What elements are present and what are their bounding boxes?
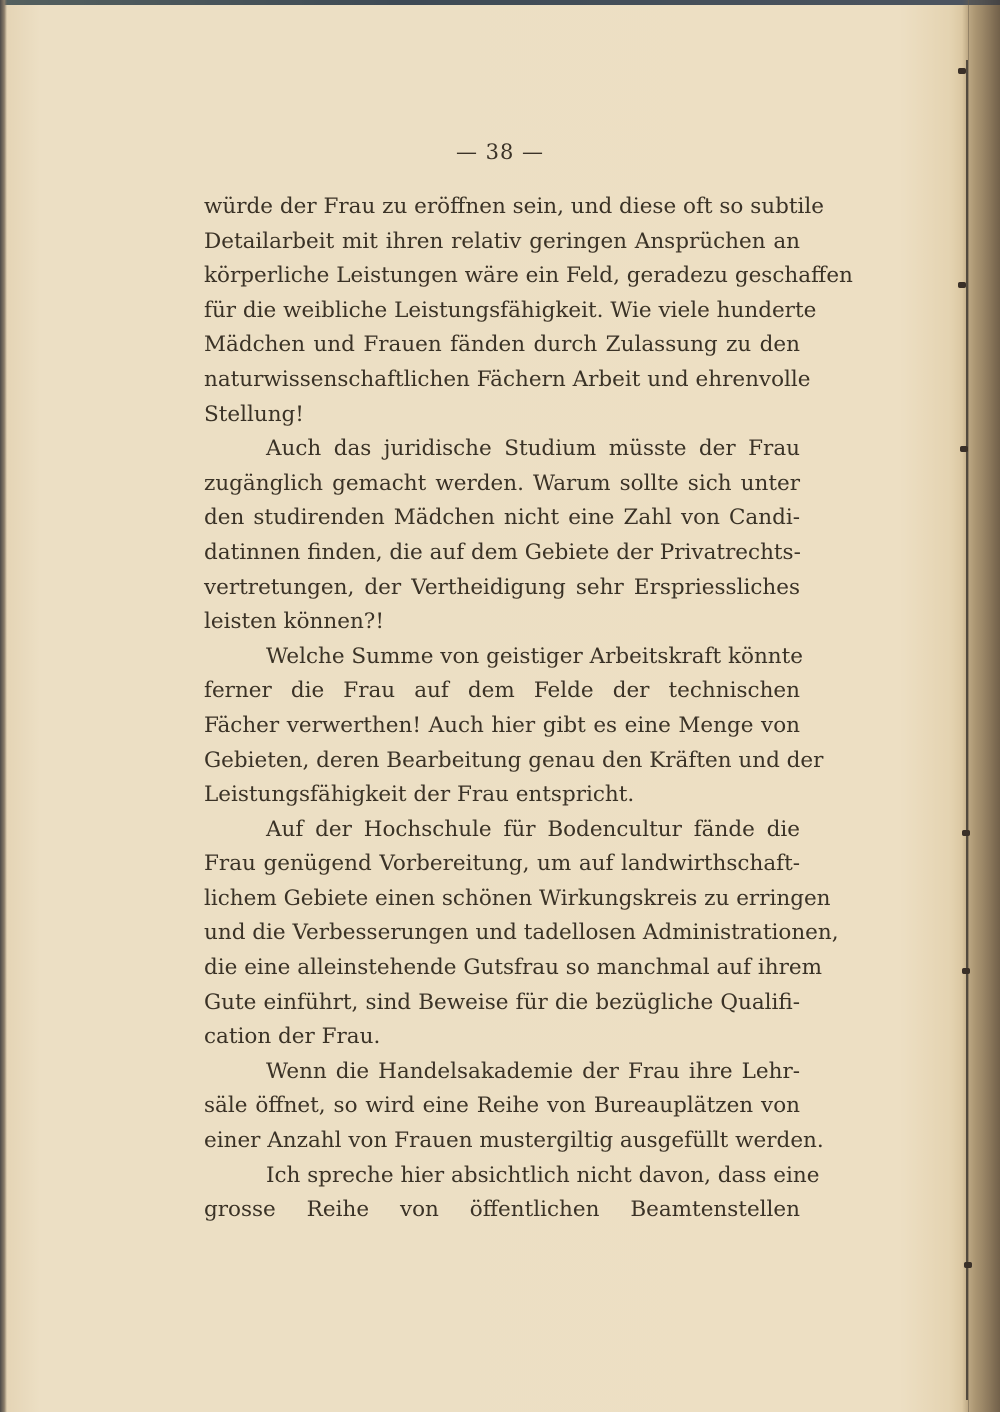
page-top-edge: [0, 0, 1000, 5]
binding-thread-line: [966, 60, 968, 1400]
text-line: Auch das juridische Studium müsste der Frau: [266, 436, 800, 462]
text-line: lichem Gebiete einen schönen Wirkungskreis zu erringen: [204, 885, 831, 911]
binding-stitch-mark: [958, 282, 966, 288]
text-line: leisten können?!: [204, 609, 384, 635]
binding-stitch-mark: [960, 446, 968, 452]
text-line: Gebieten, deren Bearbeitung genau den Kräften und der: [204, 747, 824, 773]
text-line: säle öffnet, so wird eine Reihe von Bureauplätzen von: [204, 1093, 800, 1119]
text-line: Mädchen und Frauen fänden durch Zulassung zu den: [204, 332, 800, 358]
text-line: Stellung!: [204, 401, 304, 427]
page-number: — 38 —: [455, 140, 545, 164]
text-line: vertretungen, der Vertheidigung sehr Erspriessliches: [204, 574, 800, 600]
binding-edge-line: [968, 0, 969, 1412]
text-line: zugänglich gemacht werden. Warum sollte sich unter: [204, 470, 800, 496]
text-line: einer Anzahl von Frauen mustergiltig ausgefüllt werden.: [204, 1128, 824, 1154]
binding-stitch-mark: [962, 830, 970, 836]
text-line: Welche Summe von geistiger Arbeitskraft könnte: [266, 643, 804, 669]
text-line: Detailarbeit mit ihren relativ geringen Ansprüchen an: [204, 228, 800, 254]
text-line: würde der Frau zu eröffnen sein, und diese oft so subtile: [204, 194, 824, 219]
page-left-edge: [0, 0, 7, 1412]
text-line: datinnen finden, die auf dem Gebiete der Privatrechts-: [204, 539, 801, 565]
text-line: naturwissenschaftlichen Fächern Arbeit und ehrenvolle: [204, 366, 811, 392]
text-line: Ich spreche hier absichtlich nicht davon, dass eine: [266, 1162, 820, 1188]
text-line: ferner die Frau auf dem Felde der technischen: [204, 678, 800, 704]
text-line: cation der Frau.: [204, 1024, 381, 1050]
text-line: für die weibliche Leistungsfähigkeit. Wie viele hunderte: [204, 297, 817, 323]
text-line: Frau genügend Vorbereitung, um auf landwirthschaft-: [204, 851, 800, 877]
text-line: grosse Reihe von öffentlichen Beamtenstellen: [204, 1197, 800, 1223]
binding-stitch-mark: [958, 68, 966, 74]
text-line: und die Verbesserungen und tadellosen Administrationen,: [204, 920, 839, 946]
text-line: körperliche Leistungen wäre ein Feld, geradezu geschaffen: [204, 263, 853, 289]
binding-stitch-mark: [964, 1262, 972, 1268]
text-line: Fächer verwerthen! Auch hier gibt es eine Menge von: [204, 712, 800, 738]
text-line: Leistungsfähigkeit der Frau entspricht.: [204, 782, 635, 808]
body-text: [204, 190, 853, 1228]
text-line: Gute einführt, sind Beweise für die bezügliche Qualifi-: [204, 989, 800, 1015]
binding-stitch-mark: [962, 968, 970, 974]
text-line: Wenn die Handelsakademie der Frau ihre Lehr-: [266, 1058, 800, 1084]
text-line: Auf der Hochschule für Bodencultur fände die: [266, 816, 800, 842]
text-line: die eine alleinstehende Gutsfrau so manchmal auf ihrem: [204, 955, 823, 981]
text-line: den studirenden Mädchen nicht eine Zahl von Candi-: [204, 505, 800, 531]
